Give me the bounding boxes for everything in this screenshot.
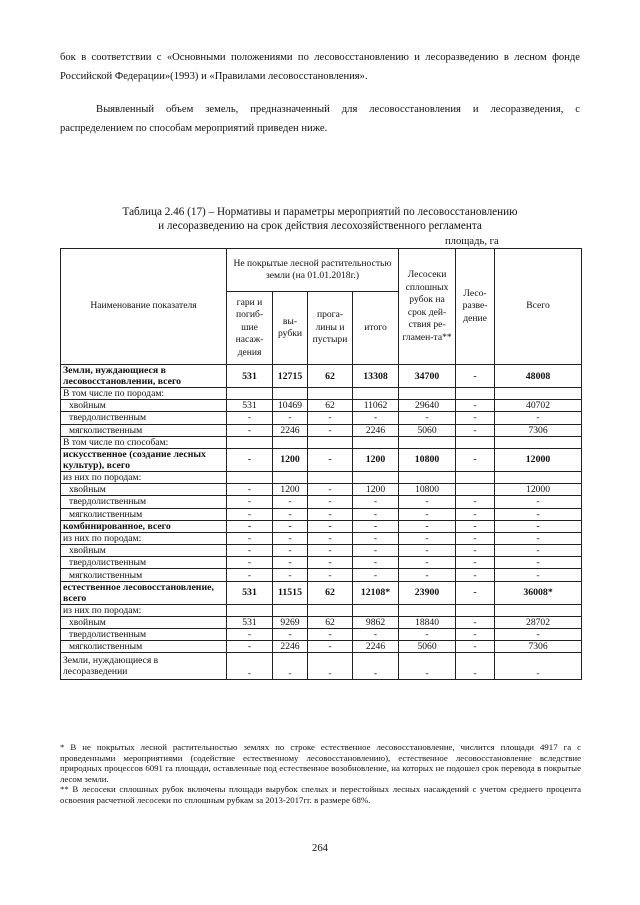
row-cell: - (227, 424, 273, 436)
row-cell: - (227, 545, 273, 557)
row-label: В том числе по способам: (61, 436, 227, 448)
row-cell (273, 471, 308, 483)
row-cell: 531 (227, 581, 273, 604)
row-cell (308, 604, 353, 616)
row-cell: - (308, 520, 353, 532)
row-cell: - (495, 412, 582, 424)
row-cell: - (353, 569, 399, 581)
row-cell (353, 388, 399, 400)
table-row (61, 412, 582, 424)
row-cell: 1200 (273, 448, 308, 471)
row-cell: 7306 (495, 641, 582, 653)
row-cell: - (308, 484, 353, 496)
row-cell: - (456, 545, 495, 557)
row-cell: 13308 (353, 365, 399, 388)
row-cell: - (227, 653, 273, 680)
row-cell: 10800 (399, 484, 456, 496)
table-row (61, 653, 582, 680)
row-cell: - (456, 629, 495, 641)
row-cell: - (495, 520, 582, 532)
row-label: хвойным (61, 484, 227, 496)
row-label: В том числе по породам: (61, 388, 227, 400)
row-cell: - (308, 629, 353, 641)
table-row (61, 471, 582, 483)
row-label: комбинированное, всего (61, 520, 227, 532)
row-cell: - (308, 557, 353, 569)
row-cell: 5060 (399, 641, 456, 653)
table-row (61, 388, 582, 400)
row-cell: - (399, 557, 456, 569)
header-afforestation: Лесо-разве-дение (456, 249, 495, 365)
row-cell: - (353, 653, 399, 680)
row-cell: - (273, 520, 308, 532)
row-label: из них по породам: (61, 604, 227, 616)
row-cell: - (308, 496, 353, 508)
footnotes (60, 742, 581, 806)
row-cell: - (353, 532, 399, 544)
row-cell: - (495, 532, 582, 544)
row-cell: - (353, 557, 399, 569)
table-unit: площадь, га (445, 236, 499, 247)
table-row (61, 508, 582, 520)
row-cell: 531 (227, 400, 273, 412)
row-cell: - (495, 496, 582, 508)
row-label: мягколиственным (61, 569, 227, 581)
row-cell (353, 604, 399, 616)
row-cell: - (227, 641, 273, 653)
header-name: Наименование показателя (61, 249, 227, 365)
table-row (61, 569, 582, 581)
row-label: твердолиственным (61, 557, 227, 569)
row-cell: 11062 (353, 400, 399, 412)
row-cell: - (227, 569, 273, 581)
table-row (61, 616, 582, 628)
row-cell (495, 604, 582, 616)
row-cell: - (273, 629, 308, 641)
row-cell (273, 436, 308, 448)
table-row (61, 629, 582, 641)
row-cell (495, 388, 582, 400)
row-cell: 10800 (399, 448, 456, 471)
header-total-nonforest: итого (353, 292, 399, 365)
row-cell: - (273, 653, 308, 680)
row-label: мягколиственным (61, 424, 227, 436)
row-cell: - (273, 496, 308, 508)
header-group: Не покрытые лесной растительностью земли (на 01.01.2018г.) (227, 249, 399, 292)
row-cell: 40702 (495, 400, 582, 412)
row-cell: - (308, 545, 353, 557)
row-cell (456, 484, 495, 496)
row-cell: - (456, 400, 495, 412)
row-cell (399, 388, 456, 400)
row-cell (353, 436, 399, 448)
table-row (61, 365, 582, 388)
row-label: хвойным (61, 545, 227, 557)
row-cell: - (273, 569, 308, 581)
row-cell: 9862 (353, 616, 399, 628)
row-cell: 531 (227, 616, 273, 628)
row-cell: - (308, 532, 353, 544)
row-cell: - (399, 653, 456, 680)
row-cell: - (456, 496, 495, 508)
row-label: хвойным (61, 616, 227, 628)
row-cell: 18840 (399, 616, 456, 628)
row-label: твердолиственным (61, 629, 227, 641)
row-cell: 62 (308, 616, 353, 628)
row-label: мягколиственным (61, 641, 227, 653)
table-row (61, 641, 582, 653)
row-cell: - (308, 641, 353, 653)
row-cell: - (495, 569, 582, 581)
table-row (61, 496, 582, 508)
row-cell: - (399, 569, 456, 581)
table-row (61, 400, 582, 412)
row-cell: 62 (308, 365, 353, 388)
row-cell: - (227, 532, 273, 544)
row-cell: 2246 (353, 424, 399, 436)
row-cell: 36008* (495, 581, 582, 604)
table-row (61, 436, 582, 448)
row-cell: 531 (227, 365, 273, 388)
row-cell: 5060 (399, 424, 456, 436)
row-cell: 1200 (353, 448, 399, 471)
row-label: естественное лесовосстановление, всего (61, 581, 227, 604)
row-cell: - (456, 581, 495, 604)
header-burnt: гари и погиб-шие насаж-дения (227, 292, 273, 365)
row-cell (456, 388, 495, 400)
row-cell: - (456, 532, 495, 544)
row-cell: - (308, 448, 353, 471)
row-cell (227, 388, 273, 400)
row-cell: 29640 (399, 400, 456, 412)
row-cell: 48008 (495, 365, 582, 388)
table-caption-line1: Таблица 2.46 (17) – Нормативы и параметры мероприятий по лесовосстановлению (122, 206, 518, 218)
row-cell: - (353, 629, 399, 641)
row-cell: - (456, 365, 495, 388)
row-cell: - (273, 545, 308, 557)
row-cell: 12108* (353, 581, 399, 604)
row-label: из них по породам: (61, 471, 227, 483)
row-cell: 62 (308, 581, 353, 604)
table-row (61, 520, 582, 532)
row-label: хвойным (61, 400, 227, 412)
row-cell (399, 436, 456, 448)
row-cell: - (227, 520, 273, 532)
row-cell: - (399, 508, 456, 520)
row-cell: - (456, 557, 495, 569)
table-caption (60, 205, 580, 233)
table-row (61, 532, 582, 544)
row-cell: - (227, 484, 273, 496)
paragraph-1: бок в соответствии с «Основными положениями по лесовосстановлению и лесоразведению в лесном фонде Российской Федерации»(1993) и «Правилами лесовосстановления». (60, 52, 580, 82)
row-cell (308, 388, 353, 400)
footnote-2: ** В лесосеки сплошных рубок включены площади вырубок спелых и перестойных лесных насаждений с учетом среднего процента освоения расчетной лесосеки по сплошным рубкам за 2013-2017гг. в размере 68%. (60, 784, 581, 805)
row-cell: - (227, 448, 273, 471)
row-cell (273, 604, 308, 616)
row-cell: - (273, 532, 308, 544)
row-cell: - (308, 653, 353, 680)
header-clearcuts: Лесосеки сплошных рубок на срок дей-ствия ре-гламен-та** (399, 249, 456, 365)
header-glades: прога-лины и пустыри (308, 292, 353, 365)
table-caption-line2: и лесоразведению на срок действия лесохозяйственного регламента (158, 220, 482, 232)
row-cell (273, 388, 308, 400)
row-cell: 9269 (273, 616, 308, 628)
row-cell: - (399, 545, 456, 557)
row-cell: - (273, 557, 308, 569)
row-cell: 7306 (495, 424, 582, 436)
row-cell: 28702 (495, 616, 582, 628)
row-cell: - (456, 641, 495, 653)
row-cell: - (273, 412, 308, 424)
row-cell: - (456, 653, 495, 680)
row-cell: - (227, 496, 273, 508)
row-label: искусственное (создание лесных культур), всего (61, 448, 227, 471)
row-cell: - (353, 520, 399, 532)
row-label: из них по породам: (61, 532, 227, 544)
row-cell: - (353, 508, 399, 520)
row-cell: - (456, 508, 495, 520)
row-cell: - (399, 532, 456, 544)
row-cell: 12000 (495, 484, 582, 496)
row-cell: - (456, 616, 495, 628)
row-cell (399, 604, 456, 616)
row-cell (227, 436, 273, 448)
table-row (61, 484, 582, 496)
row-cell: 12715 (273, 365, 308, 388)
row-cell: - (308, 412, 353, 424)
row-cell (456, 436, 495, 448)
row-cell: - (456, 412, 495, 424)
row-label: Земли, нуждающиеся в лесоразведении (61, 653, 227, 680)
row-cell: 2246 (273, 424, 308, 436)
row-cell: - (495, 629, 582, 641)
row-cell (495, 436, 582, 448)
row-cell: 2246 (273, 641, 308, 653)
row-cell (353, 471, 399, 483)
row-cell: 34700 (399, 365, 456, 388)
row-label: Земли, нуждающиеся в лесовосстановлении, всего (61, 365, 227, 388)
row-cell: - (273, 508, 308, 520)
row-cell: - (227, 412, 273, 424)
row-cell: - (227, 629, 273, 641)
row-label: мягколиственным (61, 508, 227, 520)
row-cell: - (353, 412, 399, 424)
row-cell (308, 471, 353, 483)
row-cell: - (399, 412, 456, 424)
row-label: твердолиственным (61, 412, 227, 424)
measures-table (60, 248, 582, 680)
row-cell: 2246 (353, 641, 399, 653)
table-body (61, 365, 582, 680)
row-cell: - (495, 653, 582, 680)
row-cell (456, 471, 495, 483)
page-number: 264 (312, 843, 328, 854)
row-cell: 62 (308, 400, 353, 412)
row-cell (227, 471, 273, 483)
row-cell: - (495, 545, 582, 557)
row-cell: 1200 (353, 484, 399, 496)
row-cell: - (399, 496, 456, 508)
row-cell: - (308, 508, 353, 520)
row-cell: - (353, 496, 399, 508)
row-cell (495, 471, 582, 483)
row-label: твердолиственным (61, 496, 227, 508)
row-cell: 23900 (399, 581, 456, 604)
table-row (61, 448, 582, 471)
header-all: Всего (495, 249, 582, 365)
row-cell (456, 604, 495, 616)
row-cell: - (308, 424, 353, 436)
row-cell: - (456, 520, 495, 532)
row-cell (308, 436, 353, 448)
footnote-1: * В не покрытых лесной растительностью землях по строке естественное лесовосстановление, числится площади 4917 га с проведенными мероприятиями (содействие естественному лесовосстановлению), естественное лесовосстановление вследствие природных процессов 6091 га площади, оставленные под естественное возобновление, на которых не подошел срок перевода в покрытые лесом земли. (60, 742, 581, 784)
row-cell: - (399, 629, 456, 641)
row-cell: 1200 (273, 484, 308, 496)
row-cell: - (399, 520, 456, 532)
row-cell: - (495, 508, 582, 520)
row-cell: 12000 (495, 448, 582, 471)
table-row (61, 581, 582, 604)
row-cell: - (308, 569, 353, 581)
row-cell: - (456, 448, 495, 471)
row-cell: 10469 (273, 400, 308, 412)
row-cell: - (456, 569, 495, 581)
row-cell (227, 604, 273, 616)
row-cell (399, 471, 456, 483)
table-row (61, 424, 582, 436)
table-row (61, 557, 582, 569)
row-cell: - (456, 424, 495, 436)
paragraph-2: Выявленный объем земель, предназначенный для лесовосстановления и лесоразведения, с распределением по способам мероприятий приведен ниже. (60, 104, 580, 134)
table-row (61, 545, 582, 557)
table-row (61, 604, 582, 616)
row-cell: - (495, 557, 582, 569)
row-cell: - (353, 545, 399, 557)
header-cuts: вы-рубки (273, 292, 308, 365)
row-cell: 11515 (273, 581, 308, 604)
row-cell: - (227, 508, 273, 520)
row-cell: - (227, 557, 273, 569)
